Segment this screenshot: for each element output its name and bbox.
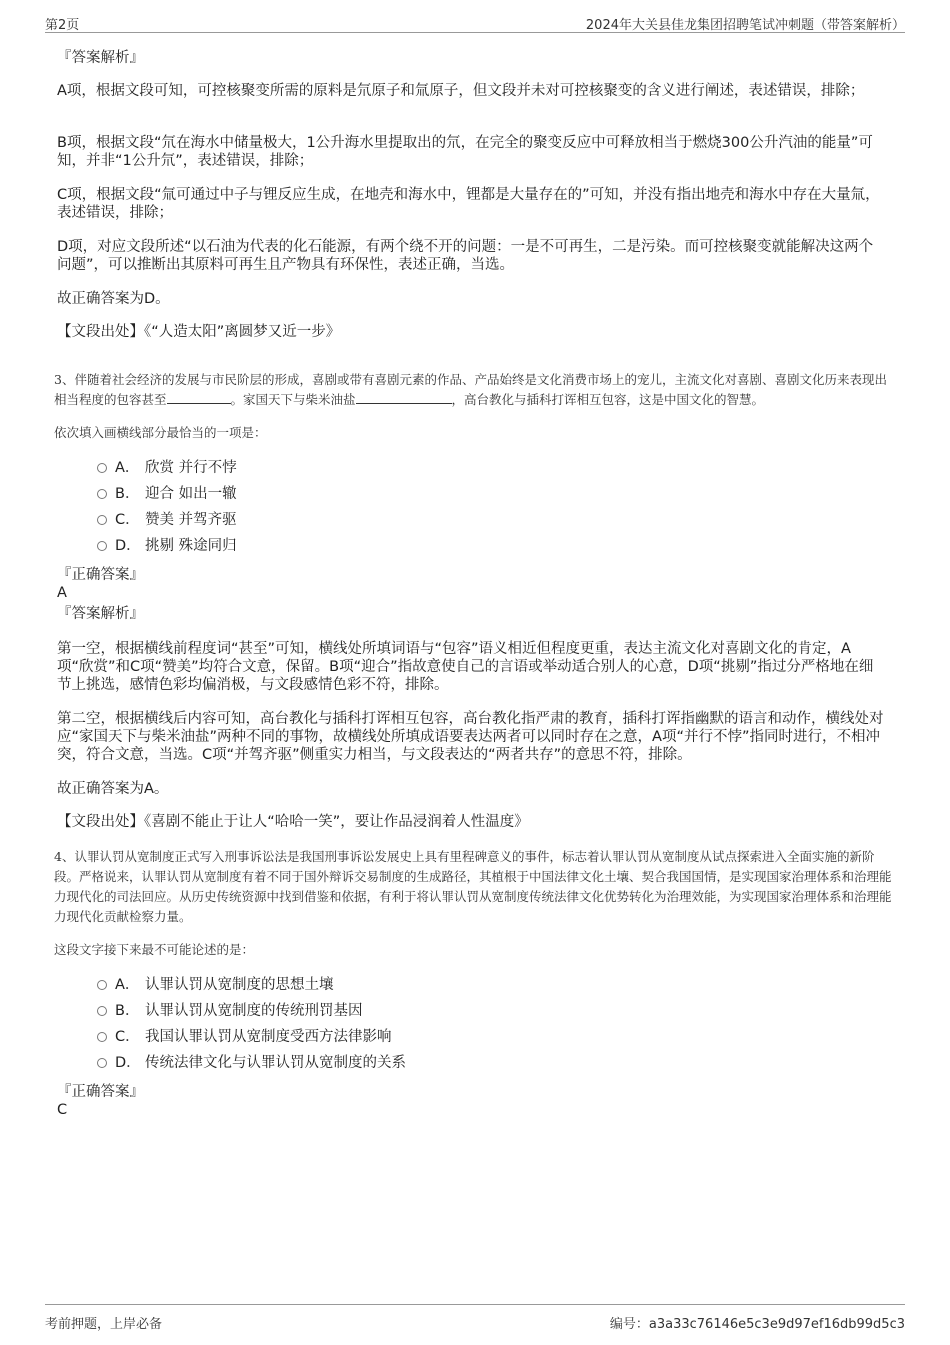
radio-icon[interactable] bbox=[97, 980, 107, 990]
q3-option-d[interactable]: D． 挑剔 殊途同归 bbox=[97, 536, 237, 556]
q3-prompt: 依次填入画横线部分最恰当的一项是： bbox=[54, 425, 267, 440]
q3-option-b[interactable]: B． 迎合 如出一辙 bbox=[97, 484, 237, 504]
radio-icon[interactable] bbox=[97, 489, 107, 499]
q3-analysis-label: 『答案解析』 bbox=[57, 606, 144, 622]
q2-analysis-c: C项，根据文段“氚可通过中子与锂反应生成，在地壳和海水中，锂都是大量存在的”可知，并没有指出地壳和海水中存在大量氚，表述错误，排除； bbox=[57, 187, 880, 221]
q4-stem: 4、认罪认罚从宽制度正式写入刑事诉讼法是我国刑事诉讼发展史上具有里程碑意义的事件，标志着认罪认罚从宽制度从试点探索进入全面实施的新阶段。严格说来，认罪认罚从宽制度有着不同于国外辩诉交易制度的生成路径，其植根于中国法律文化土壤、契合我国国情，是实现国家治理体系和治理能力现代化的司法回应。从历史传统资源中找到借鉴和依据，有利于将认罪认罚从宽制度传统法律文化优势转化为治理效能，为实现国家治理体系和治理能力现代化贡献检察力量。 bbox=[54, 849, 892, 924]
q2-analysis-a: A项，根据文段可知，可控核聚变所需的原料是氘原子和氚原子，但文段并未对可控核聚变的含义进行阐述，表述错误，排除； bbox=[57, 83, 865, 99]
q4-option-d[interactable]: D． 传统法律文化与认罪认罚从宽制度的关系 bbox=[97, 1053, 406, 1073]
q3-answer-label: 『正确答案』 bbox=[57, 567, 144, 583]
q4-option-b[interactable]: B． 认罪认罚从宽制度的传统刑罚基因 bbox=[97, 1001, 363, 1021]
q4-answer: C bbox=[57, 1102, 68, 1118]
page-header bbox=[45, 12, 905, 33]
q3-answer: A bbox=[57, 585, 67, 601]
q3-option-c[interactable]: C． 赞美 并驾齐驱 bbox=[97, 510, 237, 530]
footer-slogan: 考前押题，上岸必备 bbox=[45, 1317, 163, 1332]
page-footer bbox=[45, 1304, 905, 1331]
page-number: 第2页 bbox=[45, 18, 80, 33]
q4-prompt: 这段文字接下来最不可能论述的是： bbox=[54, 942, 255, 957]
q2-conclusion: 故正确答案为D。 bbox=[57, 291, 170, 307]
radio-icon[interactable] bbox=[97, 515, 107, 525]
q3-source: 【文段出处】《喜剧不能止于让人“哈哈一笑”，要让作品浸润着人性温度》 bbox=[57, 814, 529, 830]
q3-option-a[interactable]: A． 欣赏 并行不悖 bbox=[97, 458, 237, 478]
blank-2 bbox=[356, 391, 452, 404]
q4-option-a[interactable]: A． 认罪认罚从宽制度的思想土壤 bbox=[97, 975, 334, 995]
q3-analysis-1: 第一空，根据横线前程度词“甚至”可知，横线处所填词语与“包容”语义相近但程度更重，表达主流文化对喜剧文化的肯定，A项“欣赏”和C项“赞美”均符合文意，保留。B项“迎合”指故意使自己的言语或举动适合别人的心意，D项“挑剔”指过分严格地在细节上挑选，感情色彩均偏消极，与文段感情色彩不符，排除。 bbox=[57, 641, 874, 693]
q2-analysis-b: B项，根据文段“氘在海水中储量极大，1公升海水里提取出的氘，在完全的聚变反应中可释放相当于燃烧300公升汽油的能量”可知，并非“1公升氘”，表述错误，排除； bbox=[57, 135, 873, 169]
q2-analysis-d: D项，对应文段所述“以石油为代表的化石能源，有两个绕不开的问题：一是不可再生，二是污染。而可控核聚变就能解决这两个问题”，可以推断出其原料可再生且产物具有环保性，表述正确，当选。 bbox=[57, 239, 874, 273]
radio-icon[interactable] bbox=[97, 1058, 107, 1068]
q3-conclusion: 故正确答案为A。 bbox=[57, 781, 169, 797]
q4-option-c[interactable]: C． 我国认罪认罚从宽制度受西方法律影响 bbox=[97, 1027, 392, 1047]
radio-icon[interactable] bbox=[97, 541, 107, 551]
document-title: 2024年大关县佳龙集团招聘笔试冲刺题（带答案解析） bbox=[585, 18, 905, 33]
radio-icon[interactable] bbox=[97, 1006, 107, 1016]
radio-icon[interactable] bbox=[97, 463, 107, 473]
q2-source: 【文段出处】《“人造太阳”离圆梦又近一步》 bbox=[57, 324, 341, 340]
document-code: 编号：a3a33c76146e5c3e9d97ef16db99d5c3 bbox=[609, 1317, 905, 1332]
q2-analysis-label: 『答案解析』 bbox=[57, 50, 144, 66]
radio-icon[interactable] bbox=[97, 1032, 107, 1042]
q4-answer-label: 『正确答案』 bbox=[57, 1084, 144, 1100]
blank-1 bbox=[167, 391, 231, 404]
q3-analysis-2: 第二空，根据横线后内容可知，高台教化与插科打诨相互包容，高台教化指严肃的教育，插科打诨指幽默的语言和动作，横线处对应“家国天下与柴米油盐”两种不同的事物，故横线处所填成语要表达两者可以同时存在之意，A项“并行不悖”指同时进行，不相冲突，符合文意，当选。C项“并驾齐驱”侧重实力相当，与文段表达的“两者共存”的意思不符，排除。 bbox=[57, 711, 884, 763]
q3-stem: 3、伴随着社会经济的发展与市民阶层的形成，喜剧或带有喜剧元素的作品、产品始终是文化消费市场上的宠儿，主流文化对喜剧、喜剧文化历来表现出相当程度的包容甚至 。家国天下与柴米油盐 ，高台教化与插科打诨相互包容，这是中国文化的智慧。 bbox=[54, 372, 887, 407]
